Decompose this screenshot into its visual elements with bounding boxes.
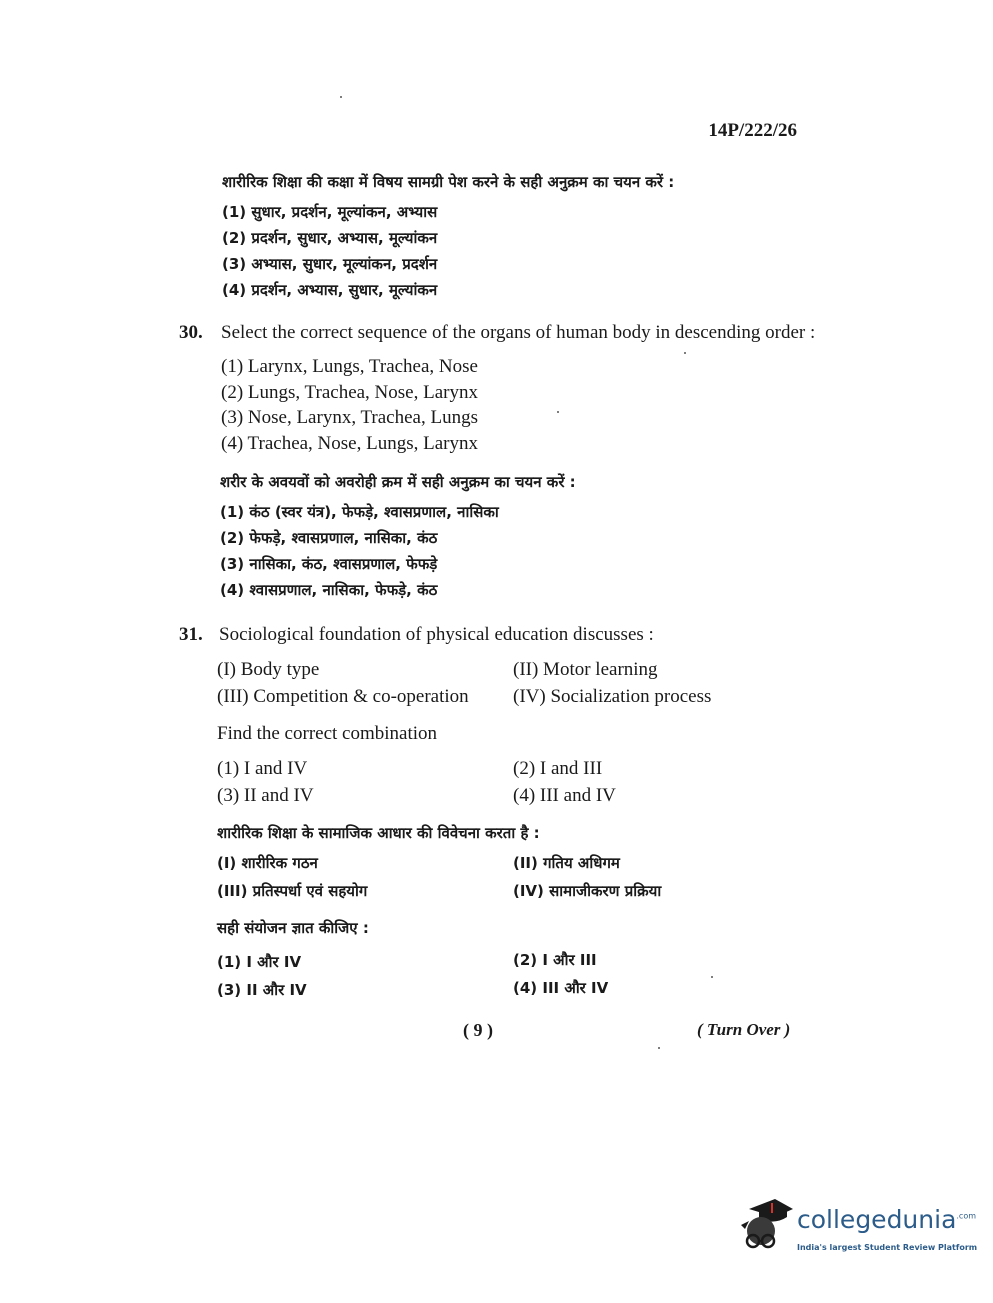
collegedunia-watermark [735, 1195, 978, 1265]
q31-option-4-english: (4) III and IV [513, 785, 616, 806]
q30-stem-hindi: शरीर के अवयवों को अवरोही क्रम में सही अनुक्रम का चयन करें : [220, 473, 576, 491]
q29-option-1-hindi: (1) सुधार, प्रदर्शन, मूल्यांकन, अभ्यास [222, 203, 438, 221]
q29-option-3-hindi: (3) अभ्यास, सुधार, मूल्यांकन, प्रदर्शन [222, 255, 438, 273]
q31-stem-hindi: शारीरिक शिक्षा के सामाजिक आधार की विवेचना करता है : [217, 824, 540, 842]
scan-speck [684, 352, 686, 354]
brand-suffix: .com [956, 1211, 977, 1221]
brand-name: collegedunia$^{.com}$ [797, 1205, 977, 1234]
q31-option-2-english: (2) I and III [513, 758, 603, 779]
q31-item-4-english: (IV) Socialization process [513, 686, 712, 707]
q30-stem-english: Select the correct sequence of the organs of human body in descending order : [221, 322, 816, 343]
q31-option-1-english: (1) I and IV [217, 758, 308, 779]
q30-number: 30. [179, 322, 203, 343]
q29-stem-hindi: शारीरिक शिक्षा की कक्षा में विषय सामग्री पेश करने के सही अनुक्रम का चयन करें : [222, 173, 675, 191]
q30-option-1-english: (1) Larynx, Lungs, Trachea, Nose [221, 356, 478, 377]
mascot-icon [735, 1195, 795, 1257]
q30-option-1-hindi: (1) कंठ (स्वर यंत्र), फेफड़े, श्वासप्रणाल, नासिका [220, 503, 499, 521]
q31-item-4-hindi: (IV) सामाजीकरण प्रक्रिया [513, 882, 662, 900]
q31-option-1-hindi: (1) I और IV [217, 953, 302, 971]
q31-find-hindi: सही संयोजन ज्ञात कीजिए : [217, 919, 369, 937]
turn-over-label: ( Turn Over ) [697, 1020, 791, 1039]
scan-speck [658, 1047, 660, 1049]
q30-option-4-hindi: (4) श्वासप्रणाल, नासिका, फेफड़े, कंठ [220, 581, 438, 599]
q30-option-3-english: (3) Nose, Larynx, Trachea, Lungs [221, 407, 478, 428]
q29-option-2-hindi: (2) प्रदर्शन, सुधार, अभ्यास, मूल्यांकन [222, 229, 438, 247]
q31-stem-english: Sociological foundation of physical education discusses : [219, 624, 654, 645]
q31-item-2-english: (II) Motor learning [513, 659, 658, 680]
q31-item-2-hindi: (II) गतिय अधिगम [513, 854, 620, 872]
q31-option-3-hindi: (3) II और IV [217, 981, 307, 999]
q31-item-3-hindi: (III) प्रतिस्पर्धा एवं सहयोग [217, 882, 368, 900]
paper-code: 14P/222/26 [708, 120, 797, 141]
q31-item-1-english: (I) Body type [217, 659, 320, 680]
page-number: ( 9 ) [463, 1020, 493, 1040]
q31-option-3-english: (3) II and IV [217, 785, 314, 806]
q31-number: 31. [179, 624, 203, 645]
scan-speck [340, 96, 342, 98]
q31-item-1-hindi: (I) शारीरिक गठन [217, 854, 318, 872]
q31-option-4-hindi: (4) III और IV [513, 979, 609, 997]
q31-find-english: Find the correct combination [217, 723, 438, 744]
q29-option-4-hindi: (4) प्रदर्शन, अभ्यास, सुधार, मूल्यांकन [222, 281, 438, 299]
scan-speck [711, 976, 713, 978]
scan-speck [557, 411, 559, 413]
q31-item-3-english: (III) Competition & co-operation [217, 686, 469, 707]
q31-option-2-hindi: (2) I और III [513, 951, 597, 969]
q30-option-4-english: (4) Trachea, Nose, Lungs, Larynx [221, 433, 478, 454]
q30-option-2-english: (2) Lungs, Trachea, Nose, Larynx [221, 382, 478, 403]
q30-option-2-hindi: (2) फेफड़े, श्वासप्रणाल, नासिका, कंठ [220, 529, 438, 547]
brand-tagline: India's largest Student Review Platform [797, 1243, 978, 1252]
q30-option-3-hindi: (3) नासिका, कंठ, श्वासप्रणाल, फेफड़े [220, 555, 438, 573]
